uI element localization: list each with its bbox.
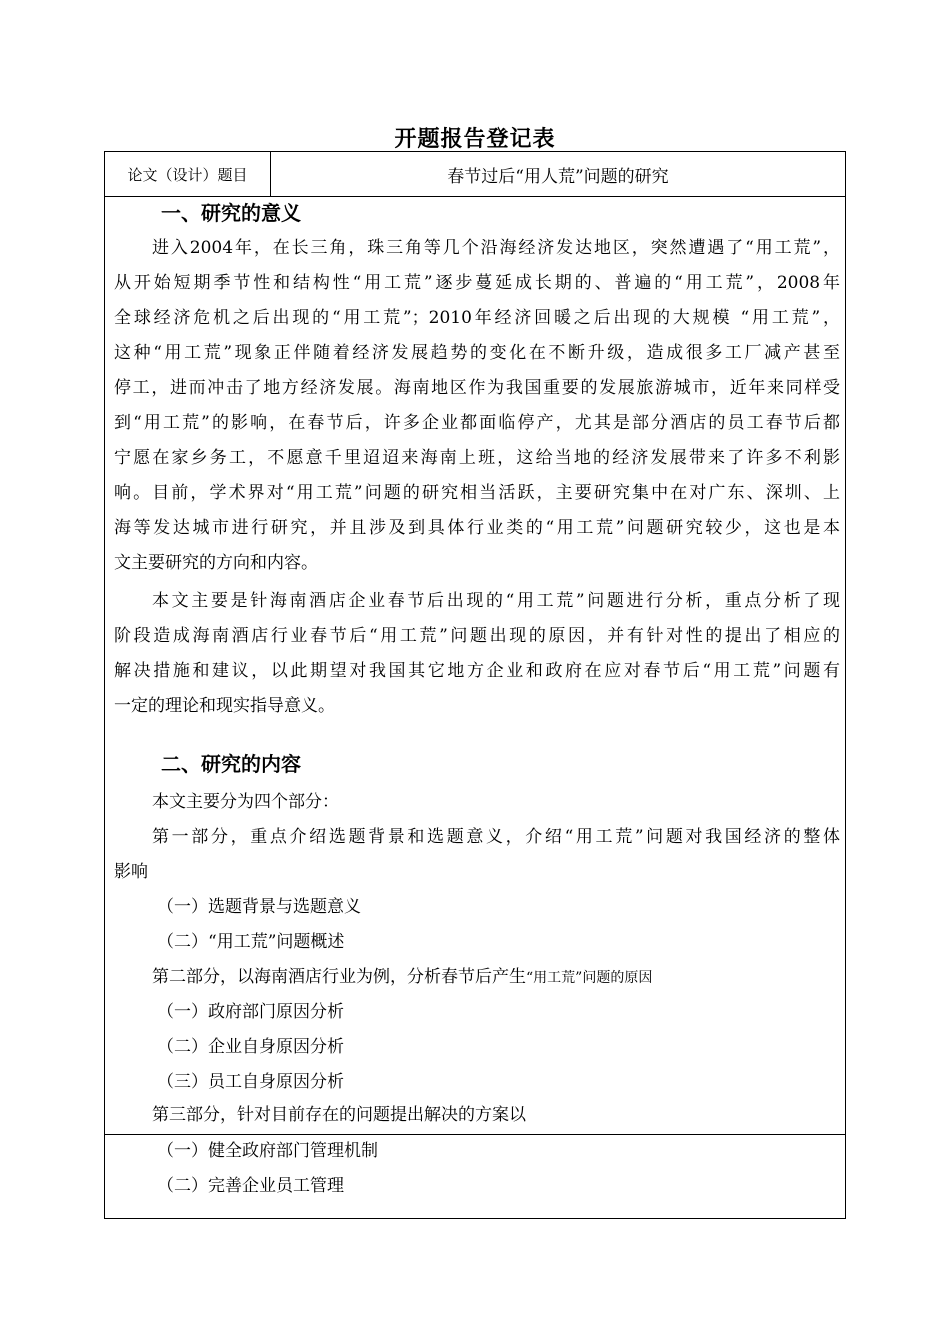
outline-item: （三）员工自身原因分析 xyxy=(157,1072,344,1092)
paragraph-line: 停工，进而冲击了地方经济发展。海南地区作为我国重要的发展旅游城市，近年来同样受 xyxy=(114,378,840,398)
part-two-line xyxy=(152,960,840,995)
topic-label: 论文（设计）题目 xyxy=(105,152,271,196)
section-heading-content: 二、研究的内容 xyxy=(161,752,301,776)
registration-form-table xyxy=(104,151,846,1219)
outline-item: （一）选题背景与选题意义 xyxy=(157,897,361,917)
part-two-main: 第二部分，以海南酒店行业为例，分析春节后产生 xyxy=(152,967,526,987)
topic-row xyxy=(105,152,845,197)
document-title: 开题报告登记表 xyxy=(394,126,556,152)
paragraph-line: 宁愿在家乡务工，不愿意千里迢迢来海南上班，这给当地的经济发展带来了许多不利影 xyxy=(114,448,840,468)
paragraph-line: 从开始短期季节性和结构性“用工荒”逐步蔓延成长期的、普遍的“用工荒”，2008年 xyxy=(114,273,840,293)
outline-item: （二）“用工荒”问题概述 xyxy=(157,932,345,952)
paragraph-line: 全球经济危机之后出现的“用工荒”；2010年经济回暖之后出现的大规模 “用工荒”， xyxy=(114,308,840,328)
paragraph-line: 解决措施和建议，以此期望对我国其它地方企业和政府在应对春节后“用工荒”问题有 xyxy=(114,661,840,681)
part-three-line: 第三部分，针对目前存在的问题提出解决的方案以 xyxy=(152,1105,526,1125)
section-heading-significance: 一、研究的意义 xyxy=(161,201,301,225)
paragraph-line: 文主要研究的方向和内容。 xyxy=(114,553,318,573)
outline-item: （二）完善企业员工管理 xyxy=(157,1176,344,1196)
paragraph-line: 响。目前，学术界对“用工荒”问题的研究相当活跃，主要研究集中在对广东、深圳、上 xyxy=(114,483,840,503)
outline-item: （一）健全政府部门管理机制 xyxy=(157,1141,378,1161)
topic-value: 春节过后“用人荒”问题的研究 xyxy=(447,166,669,187)
paragraph-line: 本文主要是针海南酒店企业春节后出现的“用工荒”问题进行分析，重点分析了现 xyxy=(152,591,840,611)
part-one-line: 影响 xyxy=(114,862,148,882)
paragraph-line: 这种“用工荒”现象正伴随着经济发展趋势的变化在不断升级，造成很多工厂减产甚至 xyxy=(114,343,840,363)
outline-item: （二）企业自身原因分析 xyxy=(157,1037,344,1057)
paragraph-line: 阶段造成海南酒店行业春节后“用工荒”问题出现的原因，并有针对性的提出了相应的 xyxy=(114,626,840,646)
paragraph-line: 到“用工荒”的影响，在春节后，许多企业都面临停产，尤其是部分酒店的员工春节后都 xyxy=(114,413,840,433)
outline-item: （一）政府部门原因分析 xyxy=(157,1002,344,1022)
part-one-line: 第一部分，重点介绍选题背景和选题意义，介绍“用工荒”问题对我国经济的整体 xyxy=(152,827,840,847)
content-intro: 本文主要分为四个部分： xyxy=(152,792,339,812)
paragraph-line: 进入2004年，在长三角，珠三角等几个沿海经济发达地区，突然遭遇了“用工荒”， xyxy=(152,238,840,258)
paragraph-line: 海等发达城市进行研究，并且涉及到具体行业类的“用工荒”问题研究较少，这也是本 xyxy=(114,518,840,538)
paragraph-line: 一定的理论和现实指导意义。 xyxy=(114,696,335,716)
part-two-tail: “用工荒”问题的原因 xyxy=(526,970,653,986)
